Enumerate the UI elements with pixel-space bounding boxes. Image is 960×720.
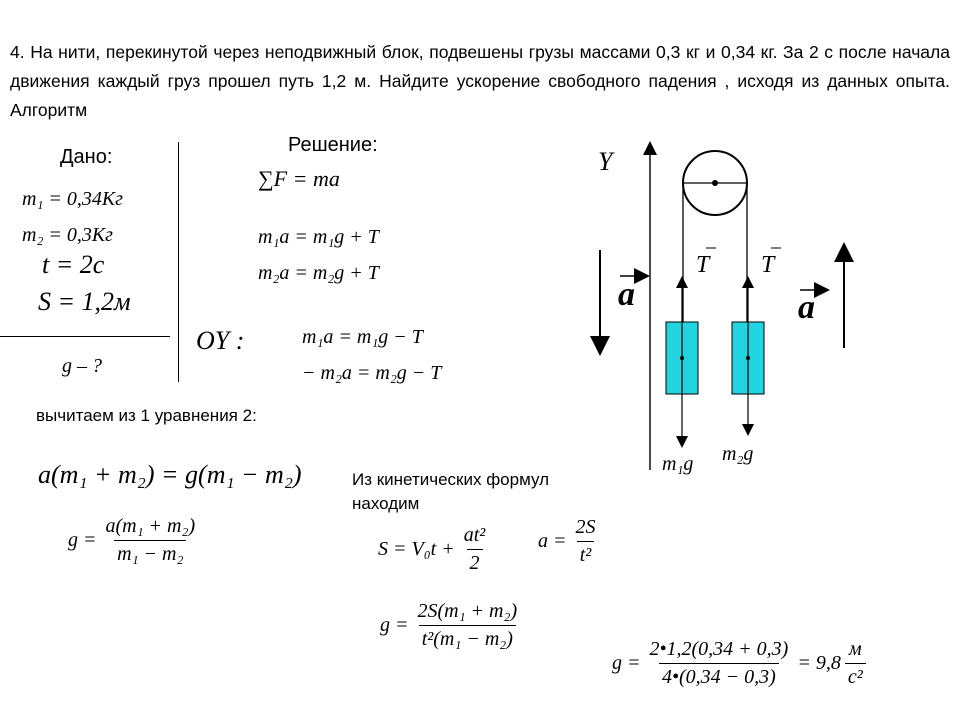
acceleration-label-left: a — [618, 276, 635, 313]
newton-second-law: ∑F = ma — [258, 166, 340, 191]
given-separator — [178, 142, 179, 382]
tension-label-right: T — [761, 252, 775, 278]
given-t: t = 2c — [42, 250, 105, 279]
acceleration-formula-lhs: a = — [538, 530, 567, 552]
problem-statement: 4. На нити, перекинутой через неподвижный блок, подвешены грузы массами 0,3 кг и 0,34 кг. За 2 с после начала движения каждый груз прошел путь 1,2 м. Найдите ускорение свободного падения , исходя из данных опыта. Алгоритм — [10, 42, 950, 120]
distance-formula-fraction — [461, 524, 489, 575]
g-numeric-denominator: 4•(0,34 − 0,3) — [659, 663, 779, 689]
kinematic-note-line2: находим — [352, 494, 420, 513]
g-numeric-unit-numerator: м — [848, 638, 862, 660]
given-divider — [0, 336, 170, 337]
g-formula-lhs: g = — [68, 529, 97, 551]
pulley-diagram — [560, 130, 880, 480]
tension-label-left: T — [696, 252, 710, 278]
g-final-formula-denominator: t²(m₁ − m₂) — [419, 625, 516, 651]
g-numeric-fraction — [647, 638, 792, 689]
g-numeric-unit — [845, 638, 866, 689]
g-formula — [68, 515, 198, 566]
given-s: S = 1,2м — [38, 287, 131, 316]
kinematic-note-line1: Из кинетических формул — [352, 470, 550, 489]
given-m1: m₁ = 0,34Кг — [22, 188, 123, 210]
vector-equation-2: m₂a = m₂g + T — [258, 262, 379, 284]
g-final-formula-lhs: g = — [380, 614, 409, 636]
g-numeric-unit-denominator: c² — [845, 663, 866, 689]
given-header: Дано: — [60, 146, 113, 168]
weight-label-left: m₁g — [662, 453, 694, 475]
g-formula-numerator: a(m₁ + m₂) — [105, 515, 196, 537]
g-numeric-calculation — [612, 638, 866, 689]
distance-formula-numerator: at² — [463, 524, 486, 546]
acceleration-formula-numerator: 2S — [575, 516, 596, 538]
pulley-axle — [712, 180, 718, 186]
weight-label-right: m₂g — [722, 443, 754, 465]
g-formula-fraction — [103, 515, 199, 566]
acceleration-formula-fraction — [573, 516, 599, 567]
g-numeric-result: = 9,8 — [797, 652, 841, 674]
distance-formula-denominator: 2 — [467, 549, 483, 575]
subtract-note: вычитаем из 1 уравнения 2: — [36, 406, 257, 425]
g-numeric-lhs: g = — [612, 652, 641, 674]
given-m2: m₂ = 0,3Кг — [22, 224, 113, 246]
acceleration-formula-denominator: t² — [577, 541, 595, 567]
oy-label: OY : — [196, 326, 245, 355]
distance-formula — [378, 524, 488, 575]
projection-equation-2: − m₂a = m₂g − T — [302, 362, 442, 384]
g-formula-denominator: m₁ − m₂ — [114, 540, 186, 566]
y-axis-label: Y — [598, 147, 613, 176]
g-numeric-numerator: 2•1,2(0,34 + 0,3) — [649, 638, 789, 660]
acceleration-formula — [538, 516, 599, 567]
combined-equation: a(m₁ + m₂) = g(m₁ − m₂) — [38, 460, 302, 489]
g-final-formula-fraction — [415, 600, 521, 651]
solution-header: Решение: — [288, 134, 378, 156]
vector-equation-1: m₁a = m₁g + T — [258, 226, 379, 248]
g-final-formula — [380, 600, 520, 651]
acceleration-label-right: a — [798, 289, 815, 326]
projection-equation-1: m₁a = m₁g − T — [302, 326, 423, 348]
given-find: g – ? — [62, 355, 102, 377]
g-final-formula-numerator: 2S(m₁ + m₂) — [417, 600, 518, 622]
distance-formula-lhs: S = V₀t + — [378, 538, 455, 560]
